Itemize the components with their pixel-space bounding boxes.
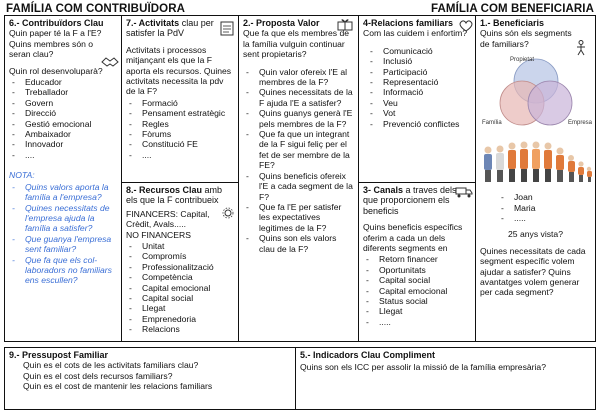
- activitats-title: [126, 18, 234, 39]
- list-item: - Quin valor ofereix l'E al membres de la F?: [243, 67, 354, 88]
- venn-label-propietat: Propietat: [510, 57, 535, 64]
- list-item: - Prevenció conflictes: [367, 119, 471, 129]
- proposta-cell: [238, 15, 359, 342]
- activitats-title-rest: clau per satisfer la PdV: [126, 18, 214, 39]
- list-item: - Quines necessitats de la F ajuda l'E a satisfer?: [243, 87, 354, 108]
- list-item: - Constitució FE: [126, 139, 234, 149]
- list-item: - Que fa l'E per satisfer les expectatives legitimes de la F?: [243, 202, 354, 233]
- activitats-cell: [121, 15, 239, 183]
- list-item: - Vot: [367, 108, 471, 118]
- list-item: - Llegat: [363, 306, 471, 316]
- pressupost-cell: [4, 347, 296, 410]
- recursos-title-bold: 8.- Recursos Clau: [126, 185, 203, 195]
- contribuidors-q1: Quin paper té la F a l'E?: [9, 28, 102, 39]
- list-item: - Comunicació: [367, 46, 471, 56]
- list-item: - Que guanya l'empresa sent familiar?: [9, 234, 117, 255]
- relacions-cell: [358, 15, 476, 183]
- list-item: - Relacions: [126, 324, 234, 334]
- list-item: - Educador: [9, 77, 117, 87]
- recursos-financers: FINANCERS: Capital, Crèdit, Avals.....: [126, 208, 210, 230]
- pressupost-q2: Quin es el cost dels recursos familiars?: [23, 370, 173, 381]
- list-item: - Gestió emocional: [9, 119, 117, 129]
- list-item: - Govern: [9, 98, 117, 108]
- beneficiaris-q2: Quines necessitats de cada segment específic volem ajudar a satisfer? Quins avantatges volem generar per cada segment?: [480, 245, 586, 298]
- list-item: - .....: [498, 213, 591, 223]
- list-item: - Informació: [367, 87, 471, 97]
- list-item: - Ambaixador: [9, 129, 117, 139]
- indicadors-q1: Quins son els ICC per assolir la missió de la família empresària?: [300, 362, 546, 373]
- indicadors-cell: [295, 347, 596, 410]
- gear-icon: [222, 207, 234, 219]
- beneficiaris-age-question: 25 anys vista?: [508, 229, 563, 240]
- beneficiaris-cell: [475, 15, 596, 342]
- activitats-desc: Activitats i processos mitjançant els que la F aporta els recursos. Quines activitats necessita la pdv de la F?: [126, 44, 232, 97]
- venn-label-empresa: Empresa: [568, 120, 592, 127]
- contribuidors-cell: [4, 15, 122, 342]
- canals-q1: Quins beneficis específics oferim a cada un dels diferents segments en: [363, 222, 463, 254]
- heart-icon: [459, 20, 473, 32]
- activitats-list: [126, 98, 234, 160]
- list-item: - Professionalització: [126, 262, 234, 272]
- list-item: - Retorn financer: [363, 254, 471, 264]
- pressupost-title: 9.- Pressupost Familiar: [9, 350, 109, 360]
- note-list: [9, 182, 117, 286]
- people-list: [498, 192, 591, 223]
- header-beneficiaria: FAMÍLIA COM BENEFICIARIA: [431, 3, 594, 15]
- proposta-q1: Que fa que els membres de la família vulguin continuar sent propietaris?: [243, 28, 350, 60]
- contribuidors-q2: Quins membres són o seran clau?: [9, 38, 94, 60]
- pressupost-q3: Quin es el cost de mantenir les relacions familiars: [23, 381, 213, 392]
- list-item: - Quins valors aporta la família a l'empresa?: [9, 182, 117, 203]
- list-item: - Capital emocional: [126, 283, 234, 293]
- list-item: - Quins son els valors clau de la F?: [243, 233, 354, 254]
- list-item: - ....: [9, 150, 117, 160]
- contribuidors-list: [9, 77, 117, 160]
- list-item: - Direcció: [9, 108, 117, 118]
- pressupost-q1: Quin es el cots de les activitats familiars clau?: [23, 360, 199, 371]
- three-circle-venn-diagram: [480, 52, 592, 134]
- clipboard-icon: [220, 20, 234, 36]
- relacions-title: 4-Relacions familiars: [363, 18, 454, 28]
- list-item: - Llegat: [126, 303, 234, 313]
- list-item: - Pensament estratègic: [126, 108, 234, 118]
- list-item: - Participació: [367, 67, 471, 77]
- list-item: - Capital social: [126, 293, 234, 303]
- list-item: - ....: [126, 150, 234, 160]
- contribuidors-title: 6.- Contribuïdors Clau: [9, 18, 104, 28]
- list-item: - .....: [363, 317, 471, 327]
- list-item: - Maria: [498, 203, 591, 213]
- relacions-q1: Com las cuidem i enfortim?: [363, 28, 468, 39]
- list-item: - Compromís: [126, 251, 234, 261]
- list-item: - Fòrums: [126, 129, 234, 139]
- list-item: - Regles: [126, 119, 234, 129]
- note-title: NOTA:: [9, 170, 35, 181]
- canals-title-rest: a traves dels que proporcionem els beneficis: [363, 185, 457, 216]
- beneficiaris-title: 1.- Beneficiaris: [480, 18, 545, 28]
- canals-list: [363, 254, 471, 327]
- list-item: - Representació: [367, 77, 471, 87]
- activitats-title-bold: 7.- Activitats: [126, 18, 180, 28]
- list-item: - Quins guanys generà l'E pels membres de la F?: [243, 108, 354, 129]
- relacions-list: [363, 46, 471, 129]
- beneficiaris-q1: Quins són els segments de familiars?: [480, 28, 572, 49]
- list-item: - Capital emocional: [363, 286, 471, 296]
- list-item: - Emprenedoria: [126, 314, 234, 324]
- list-item: - Treballador: [9, 87, 117, 97]
- canals-cell: [358, 182, 476, 342]
- list-item: - Status social: [363, 296, 471, 306]
- venn-label-familia: Família: [482, 120, 502, 127]
- recursos-no-financers: NO FINANCERS: [126, 229, 191, 240]
- proposta-list: [243, 67, 354, 254]
- list-item: - Inclusió: [367, 56, 471, 66]
- gift-icon: [337, 17, 353, 31]
- handshake-icon: [101, 56, 119, 68]
- header-contribuidora: FAMÍLIA COM CONTRIBUÏDORA: [6, 3, 186, 15]
- recursos-list: [126, 241, 234, 335]
- recursos-title-rest: amb els que la F contribueix: [126, 185, 223, 206]
- list-item: - Unitat: [126, 241, 234, 251]
- person-standing-icon: [576, 40, 586, 56]
- list-item: - Quines necessitats de l'empresa ajuda la família a satisfer?: [9, 203, 117, 234]
- truck-icon: [455, 186, 473, 198]
- family-generations-image: [480, 136, 592, 188]
- list-item: - Que fa que els col-laboradors no familiars ens escullen?: [9, 255, 117, 286]
- list-item: - Oportunitats: [363, 265, 471, 275]
- list-item: - Quins beneficis ofereix l'E a cada segment de la F?: [243, 171, 354, 202]
- recursos-cell: [121, 182, 239, 342]
- proposta-title: 2.- Proposta Valor: [243, 18, 320, 28]
- list-item: - Capital social: [363, 275, 471, 285]
- list-item: - Que fa que un integrant de la F sigui feliç per el fet de ser membre de la FE?: [243, 129, 354, 171]
- contribuidors-q3: Quin rol desenvoluparà?: [9, 65, 103, 76]
- indicadors-title: 5.- Indicadors Clau Compliment: [300, 350, 436, 360]
- list-item: - Innovador: [9, 139, 117, 149]
- list-item: - Veu: [367, 98, 471, 108]
- list-item: - Joan: [498, 192, 591, 202]
- recursos-title: [126, 185, 234, 206]
- canals-title-bold: 3- Canals: [363, 185, 404, 195]
- list-item: - Competència: [126, 272, 234, 282]
- list-item: - Formació: [126, 98, 234, 108]
